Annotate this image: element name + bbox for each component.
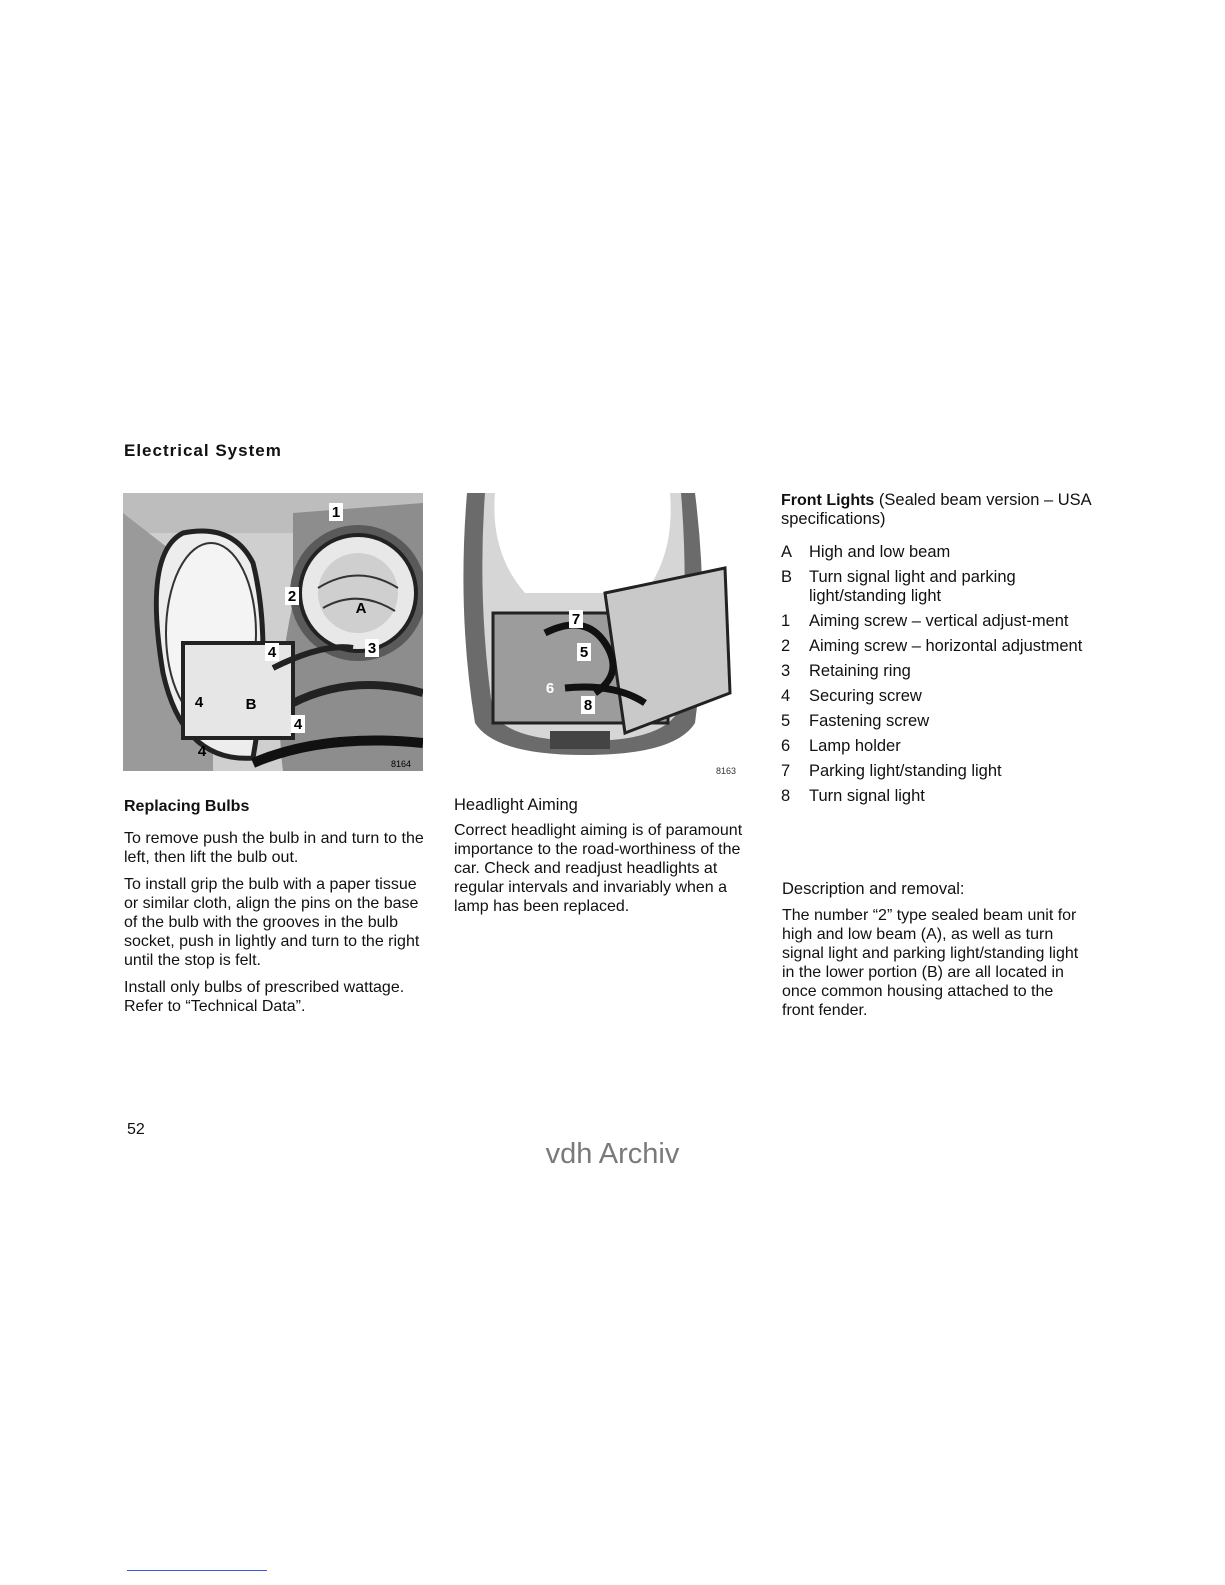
figure1-label-3: 3 — [367, 640, 377, 657]
legend-item — [781, 612, 1091, 631]
watermark: vdh Archiv — [545, 1138, 680, 1170]
legend-item — [781, 637, 1091, 656]
headlight-aiming-p1: Correct headlight aiming is of paramount importance to the road-worthiness of the car. Check and readjust headlights at regular intervals and invariably when a lamp has been replaced. — [454, 822, 743, 915]
front-lights-heading — [781, 491, 1091, 529]
legend-key: 1 — [781, 612, 791, 630]
legend-text: Aiming screw – vertical adjust-ment — [809, 612, 1069, 630]
legend-item — [781, 787, 1091, 806]
legend-item — [781, 737, 1091, 756]
figure1-label-4c: 4 — [293, 716, 303, 733]
replacing-bulbs-p2: To install grip the bulb with a paper tissue or similar cloth, align the pins on the base of the bulb with the grooves in the bulb socket, push in lightly and turn to the right until the stop is felt. — [124, 876, 420, 969]
figure1-label-4d: 4 — [197, 743, 207, 760]
legend-item — [781, 543, 1091, 562]
figure1-label-1: 1 — [331, 504, 341, 521]
replacing-bulbs-p1: To remove push the bulb in and turn to the left, then lift the bulb out. — [124, 830, 424, 866]
legend-item — [781, 662, 1091, 681]
legend-text: Retaining ring — [809, 662, 911, 680]
front-lights-heading-rest: (Sealed beam version – USA specifications) — [781, 491, 1091, 528]
figure1-label-4b: 4 — [194, 694, 204, 711]
figure2-label-8: 8 — [583, 697, 593, 714]
legend-key: 6 — [781, 737, 791, 755]
replacing-bulbs-p3: Install only bulbs of prescribed wattage. Refer to “Technical Data”. — [124, 979, 405, 1015]
legend-text: Fastening screw — [809, 712, 930, 730]
legend-key: 4 — [781, 687, 791, 705]
legend-key: 7 — [781, 762, 791, 780]
legend-key: 3 — [781, 662, 791, 680]
legend-item — [781, 687, 1091, 706]
legend-text: Lamp holder — [809, 737, 901, 755]
figure2-label-7: 7 — [571, 611, 581, 628]
legend-text: High and low beam — [809, 543, 951, 561]
figure1-label-2: 2 — [287, 588, 297, 605]
legend-key: 8 — [781, 787, 791, 805]
legend-key: A — [781, 543, 793, 561]
figure1-label-B: B — [245, 696, 257, 713]
figure1-code: 8164 — [390, 759, 411, 769]
column-description — [782, 880, 1087, 1028]
description-p1: The number “2” type sealed beam unit for high and low beam (A), as well as turn signal light and parking light/standing light in the lower portion (B) are all located in once common housing attached to the front fender. — [782, 907, 1079, 1019]
page-number: 52 — [127, 1121, 145, 1138]
section-title: Electrical System — [124, 441, 282, 460]
column-front-lights — [781, 491, 1091, 812]
legend-item — [781, 568, 1091, 606]
figure2-label-5: 5 — [579, 644, 589, 661]
replacing-bulbs-heading: Replacing Bulbs — [124, 798, 250, 815]
headlight-aiming-heading: Headlight Aiming — [454, 796, 578, 814]
figure1-label-A: A — [355, 600, 367, 617]
headlight-photo-2 — [455, 493, 745, 765]
legend-text: Aiming screw – horizontal adjustment — [809, 637, 1083, 655]
legend-item — [781, 762, 1091, 781]
legend-key: 2 — [781, 637, 791, 655]
front-lights-heading-bold: Front Lights — [781, 492, 875, 509]
legend-item — [781, 712, 1091, 731]
legend-text: Turn signal light and parking light/standing light — [809, 568, 1016, 605]
figure2-label-6: 6 — [545, 680, 555, 697]
column-replacing-bulbs — [124, 797, 434, 1024]
column-headlight-aiming — [454, 796, 754, 924]
legend-text: Securing screw — [809, 687, 922, 705]
description-heading: Description and removal: — [782, 880, 965, 898]
legend-key: B — [781, 568, 793, 586]
bottom-link-underline[interactable] — [127, 1570, 267, 1571]
headlight-photo-1 — [123, 493, 423, 771]
figure2-code: 8163 — [716, 766, 737, 776]
legend-text: Turn signal light — [809, 787, 925, 805]
front-lights-legend — [781, 543, 1091, 806]
legend-key: 5 — [781, 712, 791, 730]
figure1-label-4a: 4 — [267, 644, 277, 661]
legend-text: Parking light/standing light — [809, 762, 1002, 780]
